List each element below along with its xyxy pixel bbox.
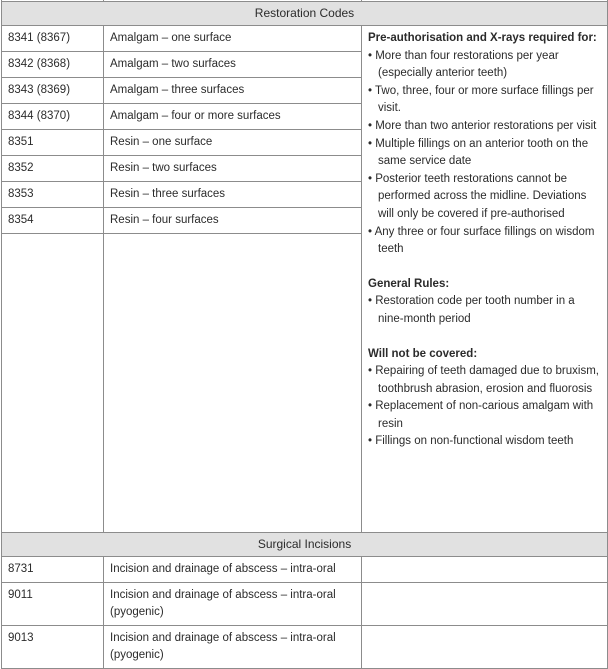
note-bullet: • Two, three, four or more surface fillings per visit. — [368, 84, 594, 115]
procedure-description: Resin – two surfaces — [104, 156, 362, 182]
procedure-description: Amalgam – one surface — [104, 26, 362, 52]
note-bullet: • Any three or four surface fillings on wisdom teeth — [368, 225, 595, 256]
table-row — [2, 26, 608, 52]
table-row — [2, 583, 608, 626]
procedure-code: 8343 (8369) — [2, 78, 104, 104]
note-bullet: • Replacement of non-carious amalgam with resin — [368, 400, 594, 430]
note-bullet: • More than two anterior restorations per visit — [368, 119, 597, 132]
restoration-section-header — [2, 2, 608, 26]
procedure-description: Resin – one surface — [104, 130, 362, 156]
procedure-description: Resin – four surfaces — [104, 208, 362, 234]
table-row — [2, 626, 608, 669]
notes-cell — [362, 557, 608, 583]
procedure-code: 8354 — [2, 208, 104, 234]
note-bullet: • More than four restorations per year (especially anterior teeth) — [368, 49, 559, 80]
note-bullet: • Restoration code per tooth number in a nine-month period — [368, 295, 575, 325]
procedure-description: Incision and drainage of abscess – intra-oral (pyogenic) — [104, 583, 362, 626]
procedure-description: Amalgam – four or more surfaces — [104, 104, 362, 130]
procedure-description: Amalgam – three surfaces — [104, 78, 362, 104]
note-bullet: • Fillings on non-functional wisdom teeth — [368, 435, 574, 448]
procedure-code: 8353 — [2, 182, 104, 208]
procedure-code: 8731 — [2, 557, 104, 583]
procedure-code: 8342 (8368) — [2, 52, 104, 78]
notes-heading: General Rules: — [368, 277, 450, 290]
procedure-code: 8341 (8367) — [2, 26, 104, 52]
section-title: Surgical Incisions — [2, 533, 608, 557]
procedure-code: 9013 — [2, 626, 104, 669]
procedure-description: Incision and drainage of abscess – intra-oral (pyogenic) — [104, 626, 362, 669]
notes-cell — [362, 626, 608, 669]
procedure-code: 8344 (8370) — [2, 104, 104, 130]
procedure-code: 9011 — [2, 583, 104, 626]
note-bullet: • Repairing of teeth damaged due to bruxism, toothbrush abrasion, erosion and fluorosis — [368, 365, 599, 395]
procedure-description: Incision and drainage of abscess – intra-oral — [104, 557, 362, 583]
notes-cell — [362, 583, 608, 626]
notes-heading: Pre-authorisation and X-rays required for: — [368, 32, 597, 44]
procedure-description: Amalgam – two surfaces — [104, 52, 362, 78]
surgical-section-header — [2, 533, 608, 557]
section-title: Restoration Codes — [2, 2, 608, 26]
restoration-notes — [362, 26, 608, 533]
procedure-code: 8352 — [2, 156, 104, 182]
procedure-description: Resin – three surfaces — [104, 182, 362, 208]
procedure-code: 8351 — [2, 130, 104, 156]
note-bullet: • Posterior teeth restorations cannot be performed across the midline. Deviations will only be covered if pre-authorised — [368, 172, 587, 220]
note-bullet: • Multiple fillings on an anterior tooth on the same service date — [368, 137, 589, 168]
notes-heading: Will not be covered: — [368, 347, 478, 360]
dental-codes-table — [1, 0, 608, 669]
table-row — [2, 557, 608, 583]
